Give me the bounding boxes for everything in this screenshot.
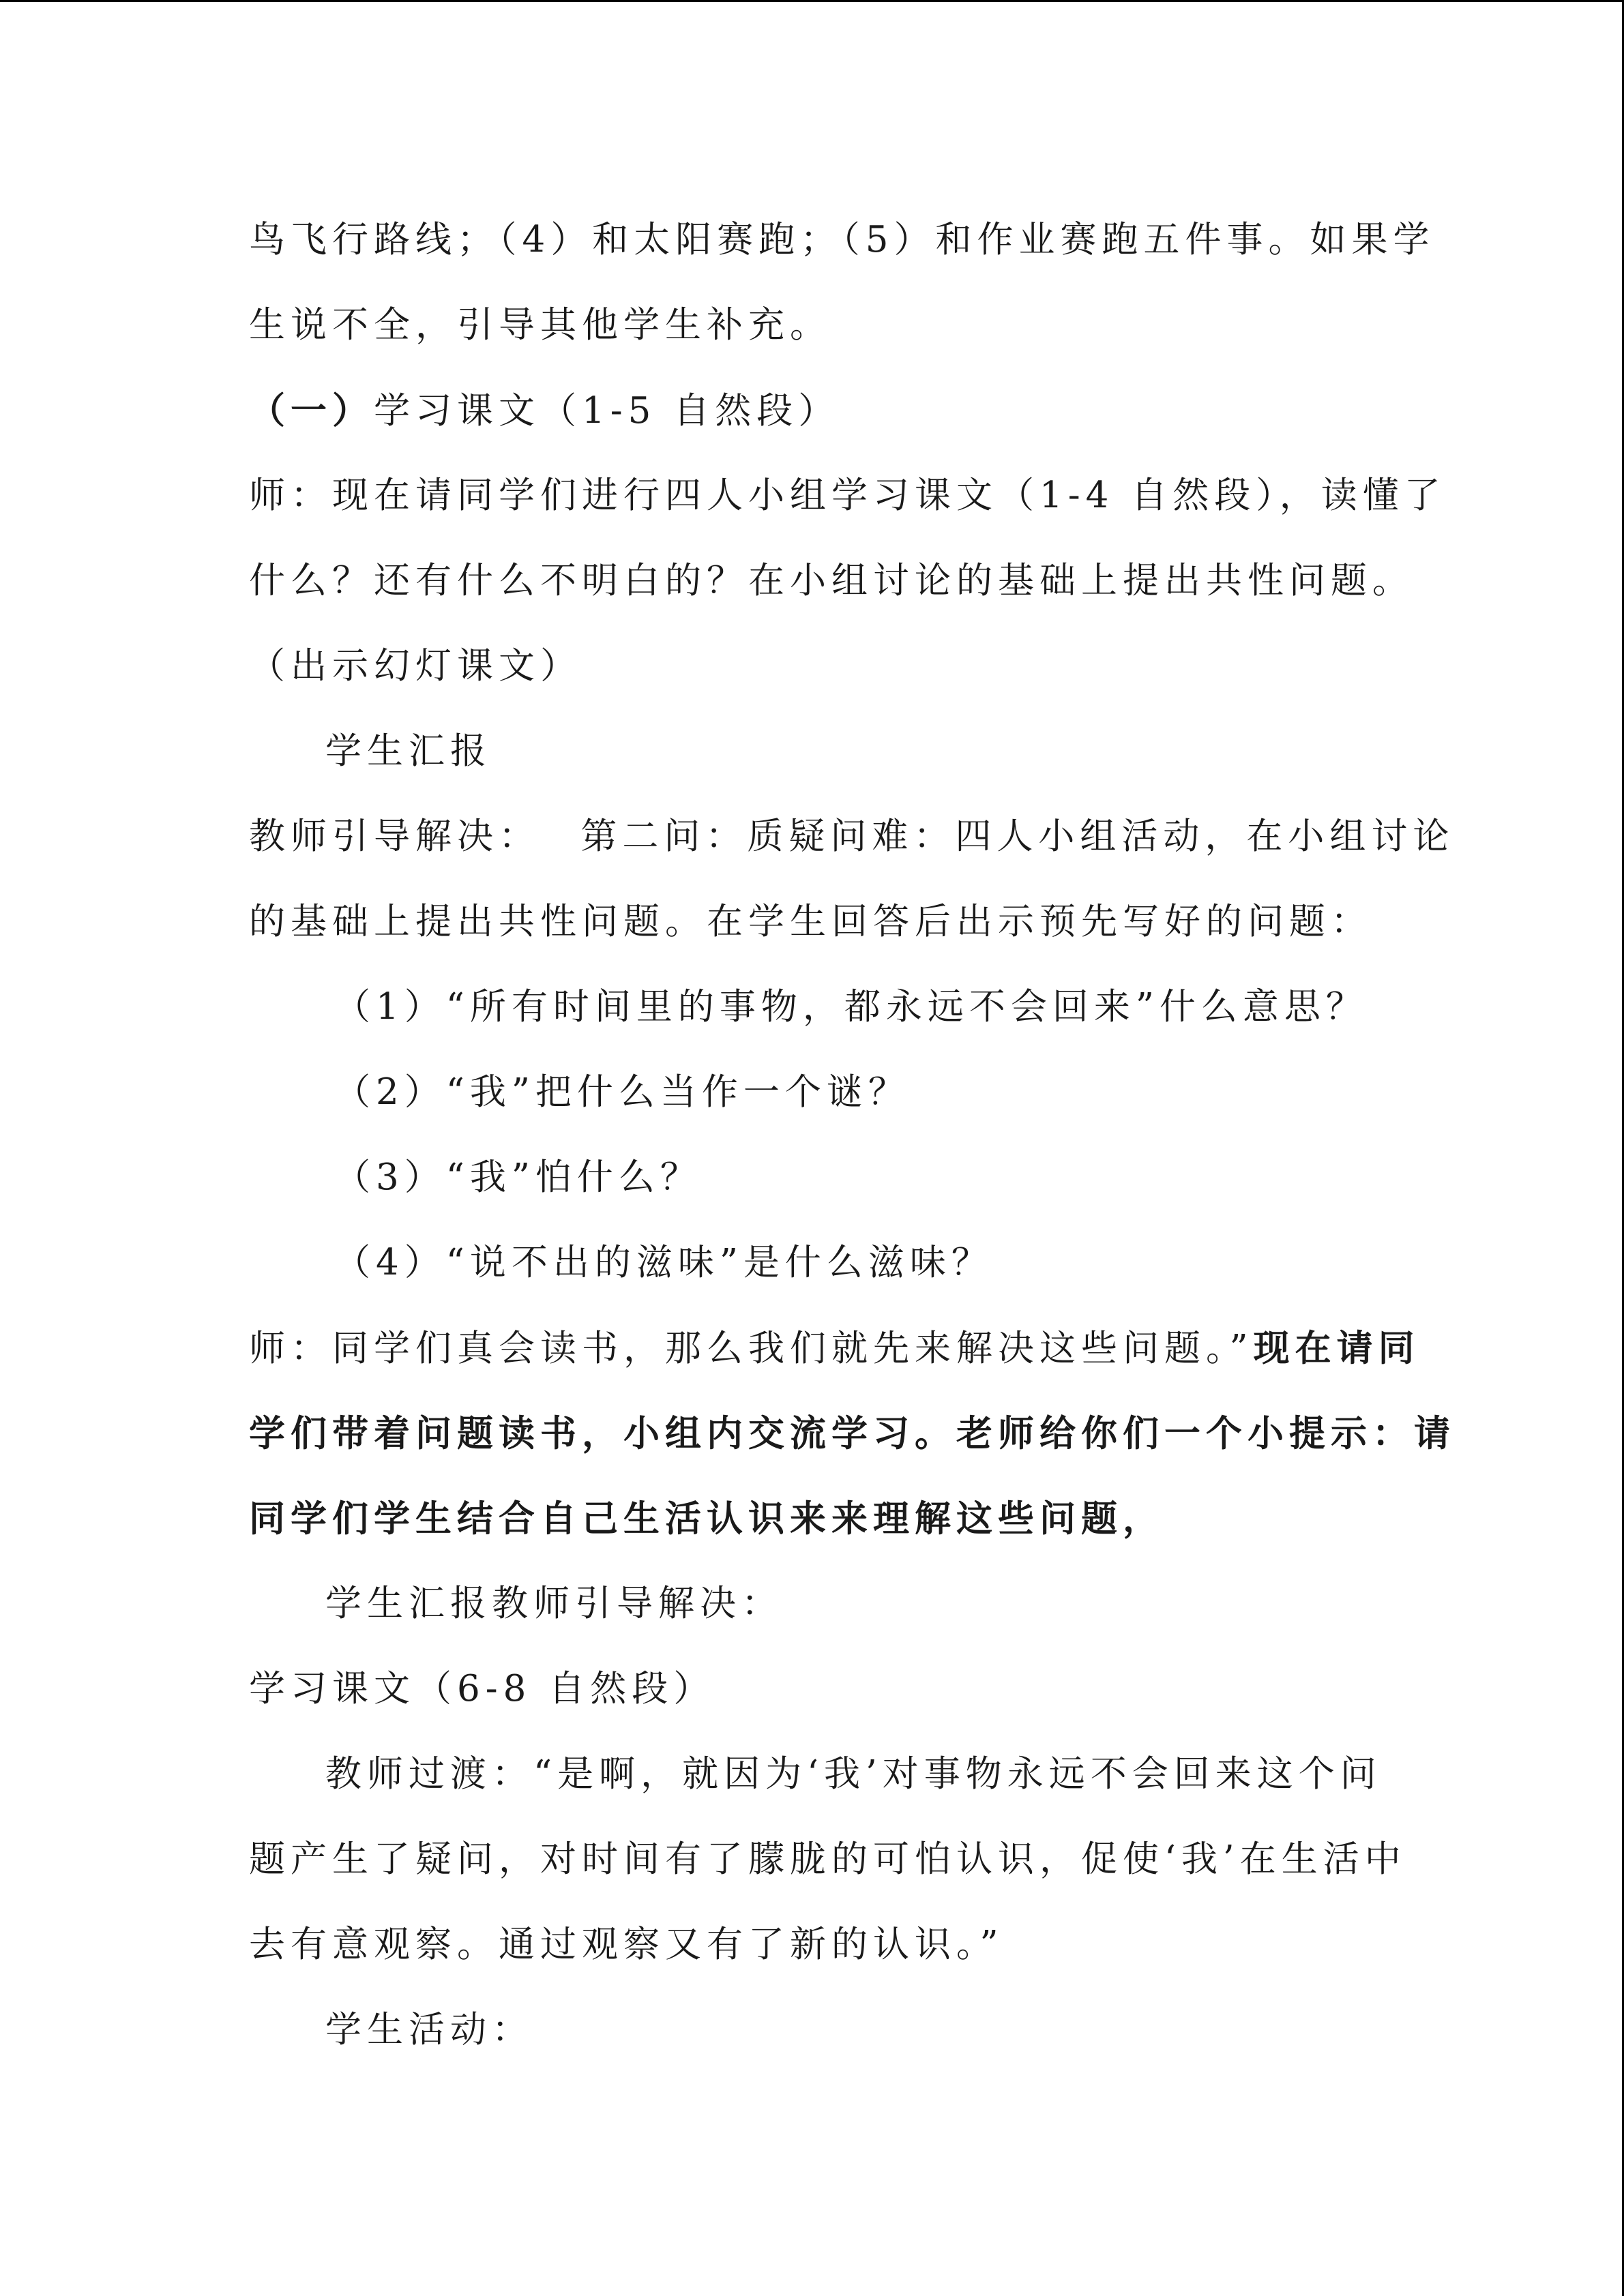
- paragraph-line-4: 师：现在请同学们进行四人小组学习课文（1-4 自然段），读懂了: [249, 475, 1446, 516]
- section-heading-number: （一）: [249, 389, 374, 432]
- paragraph-line-23: 学生活动：: [325, 2009, 533, 2051]
- paragraph-line-8: 教师引导解决： 第二问：质疑问难：四人小组活动，在小组讨论: [249, 816, 1455, 857]
- question-1: （1）“所有时间里的事物，都永远不会回来”什么意思？: [334, 986, 1368, 1028]
- question-3: （3）“我”怕什么？: [334, 1157, 702, 1198]
- section-heading-text: 学习课文（1-5 自然段）: [374, 390, 840, 432]
- bold-instruction-start: 现在请同: [1253, 1327, 1420, 1369]
- paragraph-line-5: 什么？还有什么不明白的？在小组讨论的基础上提出共性问题。: [249, 560, 1414, 601]
- question-2: （2）“我”把什么当作一个谜？: [334, 1071, 910, 1113]
- teacher-remark: 师：同学们真会读书，那么我们就先来解决这些问题。”: [249, 1328, 1254, 1369]
- question-4: （4）“说不出的滋味”是什么滋味？: [334, 1242, 993, 1283]
- bold-instruction-line-3: 同学们学生结合自己生活认识来来理解这些问题，: [249, 1497, 1164, 1540]
- paragraph-line-20: 教师过渡：“是啊，就因为‘我’对事物永远不会回来这个问: [325, 1753, 1382, 1795]
- paragraph-line-2: 生说不全，引导其他学生补充。: [249, 304, 831, 346]
- paragraph-line-9: 的基础上提出共性问题。在学生回答后出示预先写好的问题：: [249, 901, 1372, 942]
- bold-instruction-line-2: 学们带着问题读书，小组内交流学习。老师给你们一个小提示：请: [249, 1412, 1456, 1455]
- paragraph-line-14: [249, 1314, 1420, 1399]
- paragraph-line-6: （出示幻灯课文）: [249, 645, 582, 687]
- paragraph-line-22: 去有意观察。通过观察又有了新的认识。”: [249, 1924, 1004, 1965]
- paragraph-line-18: 学生汇报教师引导解决：: [325, 1583, 783, 1624]
- page-top-border: [0, 0, 1624, 2]
- paragraph-line-21: 题产生了疑问，对时间有了朦胧的可怕认识，促使‘我’在生活中: [249, 1838, 1406, 1880]
- paragraph-line-7: 学生汇报: [325, 730, 492, 772]
- paragraph-line-19: 学习课文（6-8 自然段）: [249, 1668, 715, 1710]
- paragraph-line-1: 鸟飞行路线；（4）和太阳赛跑；（5）和作业赛跑五件事。如果学: [249, 219, 1435, 260]
- section-heading: [249, 376, 1368, 462]
- document-body: [249, 206, 1456, 2081]
